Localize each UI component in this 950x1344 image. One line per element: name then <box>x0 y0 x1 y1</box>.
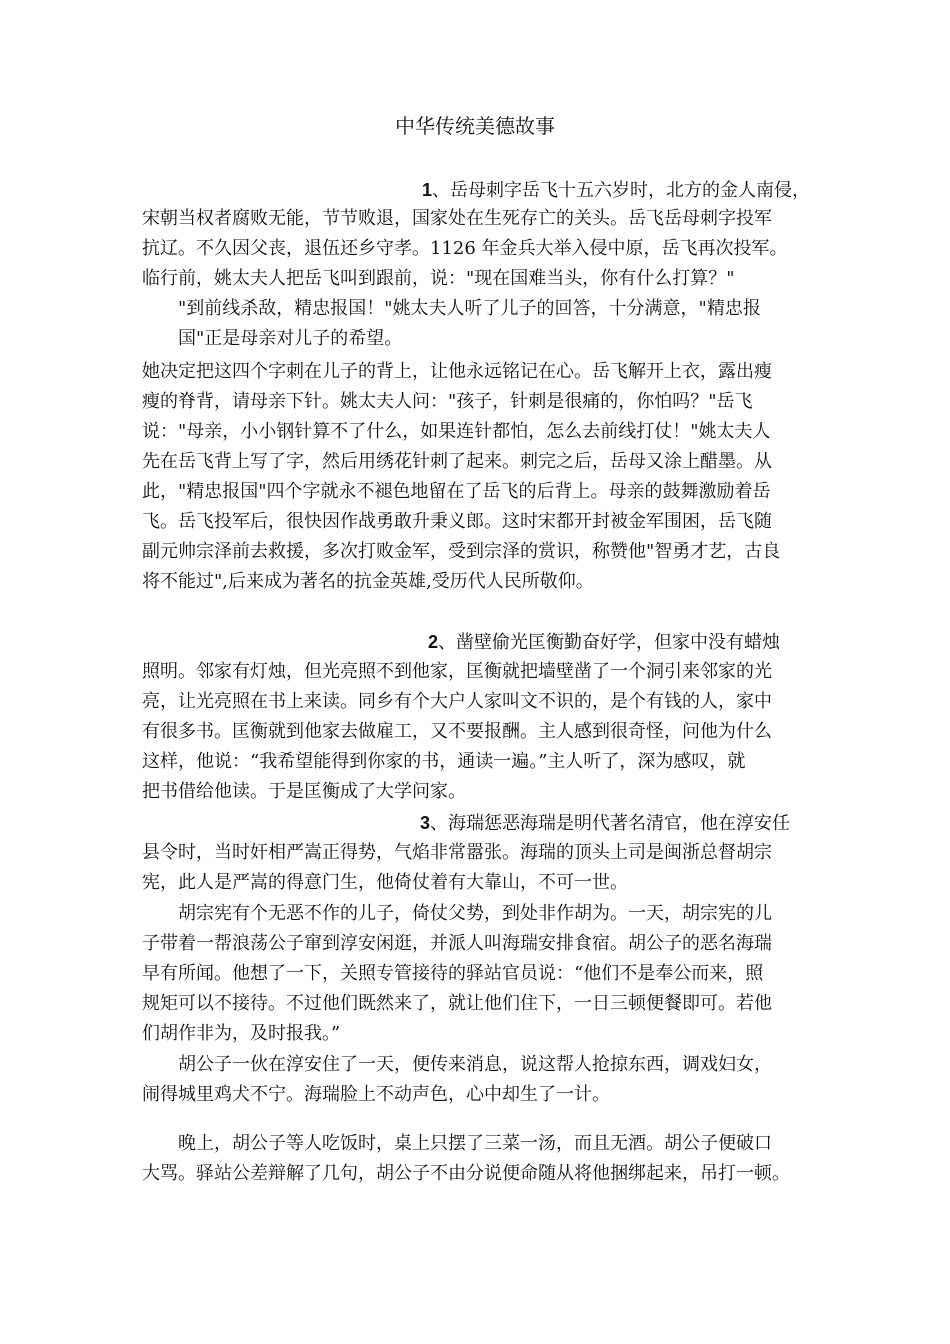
story-2-line: 亮，让光亮照在书上来读。同乡有个大户人家叫文不识的，是个有钱的人，家中 <box>142 691 772 712</box>
story-3-number: 3 <box>420 813 431 833</box>
story-2-line: 这样，他说：“我希望能得到你家的书，通读一遍。”主人听了，深为感叹，就 <box>142 751 746 772</box>
story-3-line: 早有所闻。他想了一下，关照专管接待的驿站官员说：“他们不是奉公而来，照 <box>142 963 764 984</box>
story-3-line: 们胡作非为，及时报我。” <box>142 1023 341 1044</box>
story-2-line: 有很多书。匡衡就到他家去做雇工，又不要报酬。主人感到很奇怪，问他为什么 <box>142 721 772 742</box>
story-2-line: 照明。邻家有灯烛，但光亮照不到他家，匡衡就把墙壁凿了一个洞引来邻家的光 <box>142 661 772 682</box>
story-1-number: 1 <box>422 180 433 200</box>
story-3-line: 大骂。驿站公差辩解了几句，胡公子不由分说便命随从将他捆绑起来，吊打一顿。 <box>142 1163 790 1184</box>
story-1-line: 1、岳母刺字岳飞十五六岁时，北方的金人南侵， <box>422 180 811 201</box>
story-1-line: "到前线杀敌，精忠报国！"姚太夫人听了儿子的回答，十分满意，"精忠报 <box>178 298 761 319</box>
story-1-line: 将不能过",后来成为著名的抗金英雄,受历代人民所敬仰。 <box>142 571 594 592</box>
story-3-line: 晚上，胡公子等人吃饭时，桌上只摆了三菜一汤，而且无酒。胡公子便破口 <box>178 1133 772 1154</box>
story-1-line: 临行前，姚太夫人把岳飞叫到跟前，说："现在国难当头，你有什么打算？" <box>142 268 735 289</box>
story-1-line: 抗辽。不久因父丧，退伍还乡守孝。1126 年金兵大举入侵中原，岳飞再次投军。 <box>142 238 788 259</box>
story-1-line: 此，"精忠报国"四个字就永不褪色地留在了岳飞的后背上。母亲的鼓舞激励着岳 <box>142 481 771 502</box>
story-1-line: 先在岳飞背上写了字，然后用绣花针刺了起来。刺完之后，岳母又涂上醋墨。从 <box>142 451 772 472</box>
story-1-line: 副元帅宗泽前去救援，多次打败金军，受到宗泽的赏识，称赞他"智勇才艺，古良 <box>142 541 781 562</box>
story-1-line: 说："母亲，小小钢针算不了什么，如果连针都怕，怎么去前线打仗！"姚太夫人 <box>142 421 771 442</box>
story-1-line: 宋朝当权者腐败无能，节节败退，国家处在生死存亡的关头。岳飞岳母刺字投军 <box>142 208 772 229</box>
story-3-line: 胡公子一伙在淳安住了一天，便传来消息，说这帮人抢掠东西，调戏妇女， <box>178 1054 772 1075</box>
story-1-line: 瘦的脊背，请母亲下针。姚太夫人问："孩子，针刺是很痛的，你怕吗？"岳飞 <box>142 391 753 412</box>
story-3-line: 县令时，当时奸相严嵩正得势，气焰非常嚣张。海瑞的顶头上司是闽浙总督胡宗 <box>142 842 772 863</box>
story-2-line: 把书借给他读。于是匡衡成了大学问家。 <box>142 781 466 802</box>
document-title: 中华传统美德故事 <box>395 114 555 138</box>
story-1-line: 国"正是母亲对儿子的希望。 <box>178 328 403 349</box>
story-1-line: 飞。岳飞投军后，很快因作战勇敢升秉义郎。这时宋都开封被金军围困，岳飞随 <box>142 511 772 532</box>
story-3-line: 规矩可以不接待。不过他们既然来了，就让他们住下，一日三顿便餐即可。若他 <box>142 993 772 1014</box>
story-3-line: 子带着一帮浪荡公子窜到淳安闲逛，并派人叫海瑞安排食宿。胡公子的恶名海瑞 <box>142 933 772 954</box>
story-2-line: 2、凿壁偷光匡衡勤奋好学，但家中没有蜡烛 <box>428 632 781 653</box>
story-3-line: 闹得城里鸡犬不宁。海瑞脸上不动声色，心中却生了一计。 <box>142 1084 610 1105</box>
story-3-line: 胡宗宪有个无恶不作的儿子，倚仗父势，到处非作胡为。一天，胡宗宪的儿 <box>178 903 772 924</box>
story-3-line: 宪，此人是严嵩的得意门生，他倚仗着有大靠山，不可一世。 <box>142 872 628 893</box>
story-2-number: 2 <box>428 632 439 652</box>
story-3-line: 3、海瑞惩恶海瑞是明代著名清官，他在淳安任 <box>420 813 791 834</box>
story-1-line: 她决定把这四个字刺在儿子的背上，让他永远铭记在心。岳飞解开上衣，露出瘦 <box>142 361 772 382</box>
